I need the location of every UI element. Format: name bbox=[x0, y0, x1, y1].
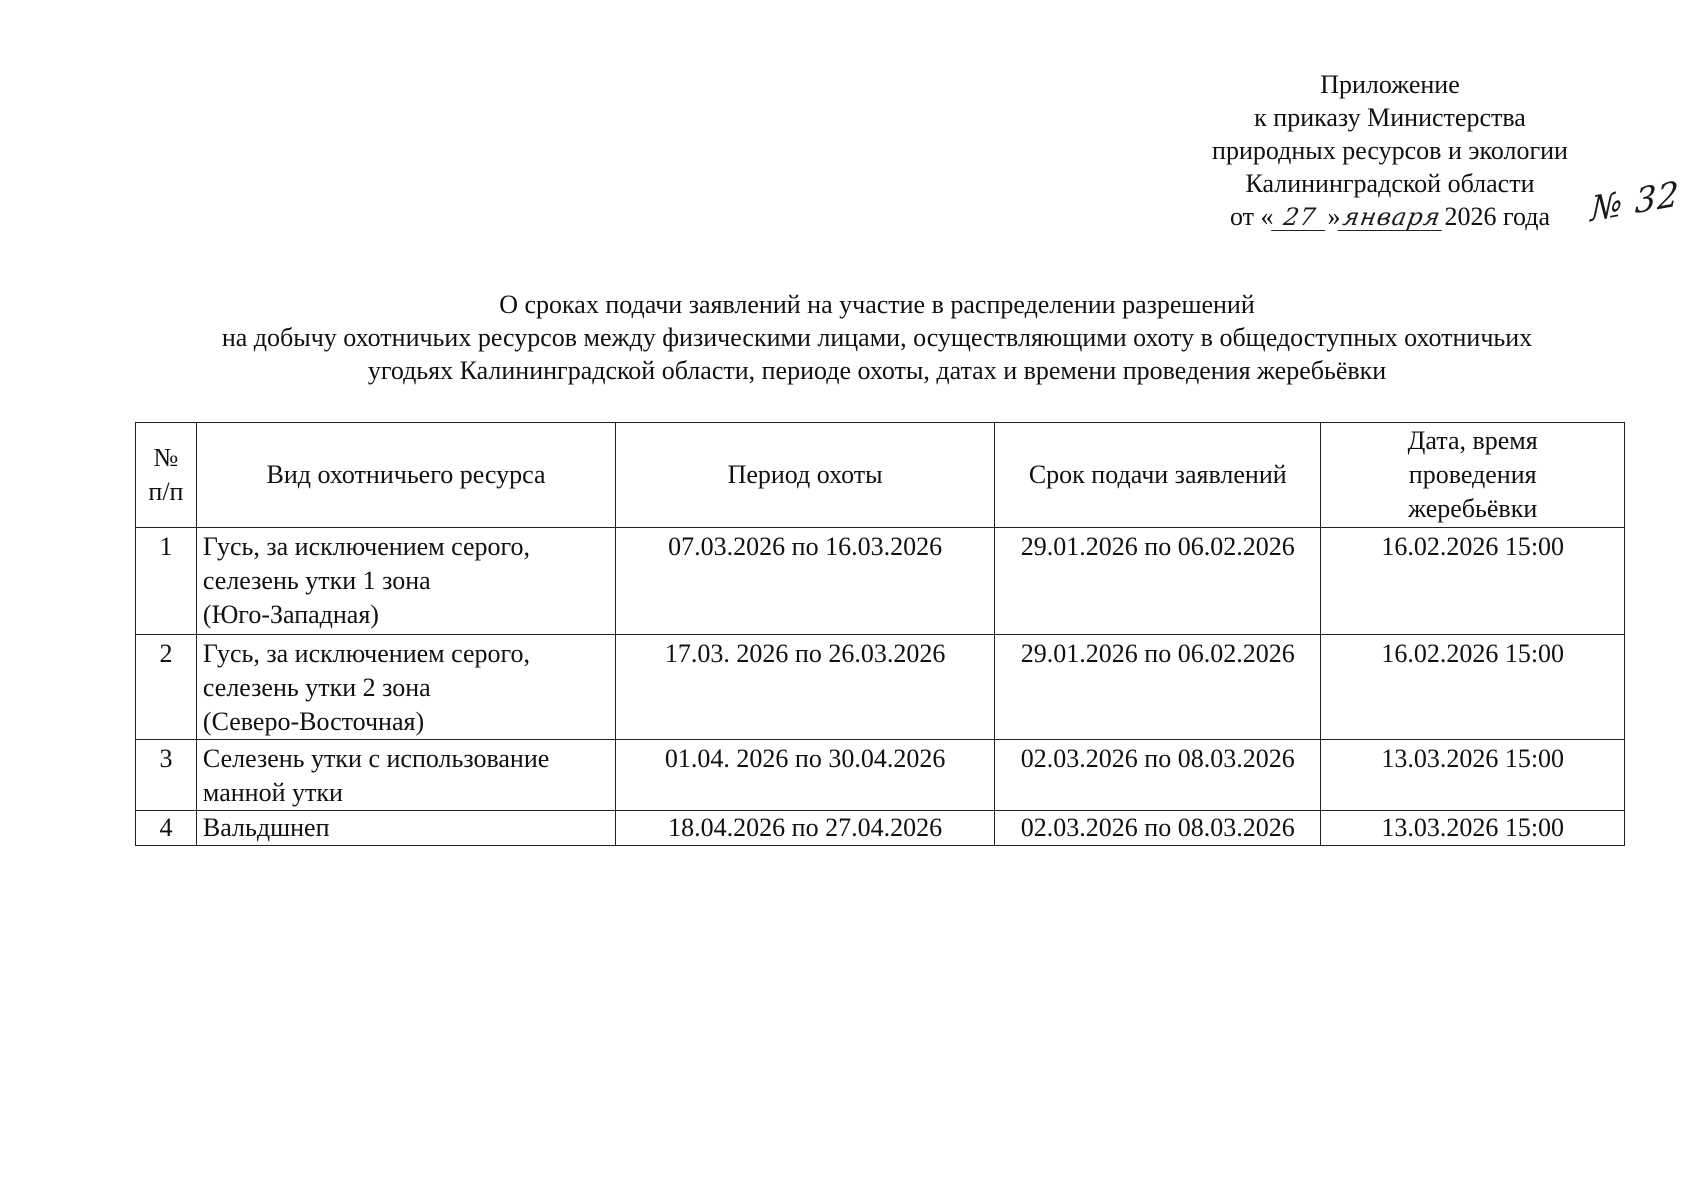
cell-period: 18.04.2026 по 27.04.2026 bbox=[616, 811, 995, 846]
cell-period: 07.03.2026 по 16.03.2026 bbox=[616, 528, 995, 635]
appendix-ministry: природных ресурсов и экологии bbox=[1212, 136, 1568, 165]
date-mid: » bbox=[1327, 202, 1341, 231]
cell-resource: Вальдшнеп bbox=[196, 811, 615, 846]
title-line-1: О сроках подачи заявлений на участие в распределении разрешений bbox=[499, 290, 1255, 319]
appendix-order-ref: к приказу Министерства bbox=[1254, 103, 1526, 132]
cell-draw: 16.02.2026 15:00 bbox=[1321, 528, 1625, 635]
cell-draw: 13.03.2026 15:00 bbox=[1321, 740, 1625, 811]
cell-resource: Гусь, за исключением серого, селезень утки 2 зона (Северо-Восточная) bbox=[196, 635, 615, 740]
cell-draw: 13.03.2026 15:00 bbox=[1321, 811, 1625, 846]
cell-application: 02.03.2026 по 08.03.2026 bbox=[995, 811, 1321, 846]
header-num: № п/п bbox=[136, 423, 197, 528]
appendix-block bbox=[1180, 68, 1681, 233]
cell-num: 2 bbox=[136, 635, 197, 740]
cell-period: 17.03. 2026 по 26.03.2026 bbox=[616, 635, 995, 740]
cell-period: 01.04. 2026 по 30.04.2026 bbox=[616, 740, 995, 811]
header-period: Период охоты bbox=[616, 423, 995, 528]
table-row bbox=[136, 740, 1625, 811]
table-row bbox=[136, 528, 1625, 635]
cell-draw: 16.02.2026 15:00 bbox=[1321, 635, 1625, 740]
date-prefix: от « bbox=[1229, 202, 1274, 231]
handwritten-month: января bbox=[1338, 204, 1447, 231]
cell-num: 3 bbox=[136, 740, 197, 811]
appendix-region: Калининградской области bbox=[1245, 169, 1535, 198]
appendix-heading: Приложение bbox=[1320, 70, 1460, 99]
table-row bbox=[136, 635, 1625, 740]
cell-resource: Гусь, за исключением серого, селезень утки 1 зона (Юго-Западная) bbox=[196, 528, 615, 635]
cell-application: 29.01.2026 по 06.02.2026 bbox=[995, 635, 1321, 740]
title-line-2: на добычу охотничьих ресурсов между физическими лицами, осуществляющими охоту в общедоступных охотничьих bbox=[221, 323, 1533, 352]
handwritten-day: 27 bbox=[1272, 204, 1330, 231]
title-line-3: угодьях Калининградской области, периоде охоты, датах и времени проведения жеребьёвки bbox=[367, 356, 1387, 385]
header-resource: Вид охотничьего ресурса bbox=[196, 423, 615, 528]
header-application: Срок подачи заявлений bbox=[995, 423, 1321, 528]
hunting-schedule-table bbox=[135, 422, 1625, 846]
cell-application: 02.03.2026 по 08.03.2026 bbox=[995, 740, 1321, 811]
cell-application: 29.01.2026 по 06.02.2026 bbox=[995, 528, 1321, 635]
document-title bbox=[130, 288, 1624, 387]
cell-num: 1 bbox=[136, 528, 197, 635]
table-header-row bbox=[136, 423, 1625, 528]
cell-resource: Селезень утки с использование манной утки bbox=[196, 740, 615, 811]
cell-num: 4 bbox=[136, 811, 197, 846]
date-year: 2026 года bbox=[1444, 202, 1551, 231]
header-draw: Дата, время проведения жеребьёвки bbox=[1321, 423, 1625, 528]
handwritten-order-number: № 32 bbox=[1589, 173, 1681, 231]
table-row bbox=[136, 811, 1625, 846]
